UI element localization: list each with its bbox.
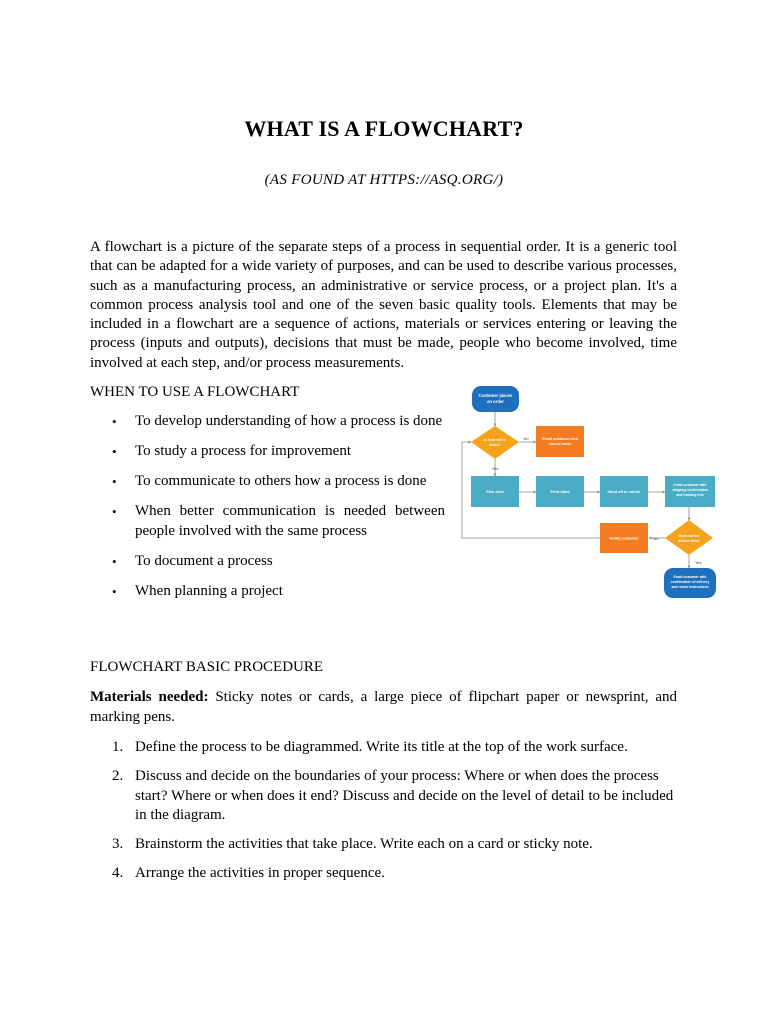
- step-text: Discuss and decide on the boundaries of your process: Where or when does the process start? Where or when does it end? Discuss and decide on the level of detail to be included in the diagram.: [135, 768, 674, 824]
- yes-label-carrier: Yes: [695, 560, 702, 565]
- flowchart-start-node: [472, 386, 519, 412]
- list-item: [90, 412, 445, 432]
- email-shipping-line-2: shipping confirmation: [672, 488, 708, 492]
- bullet-icon: •: [112, 414, 117, 429]
- page-title: WHAT IS A FLOWCHART?: [244, 116, 524, 141]
- list-item: [90, 472, 445, 492]
- list-item-text: To communicate to others how a process is done: [135, 473, 427, 489]
- step-text: Arrange the activities in proper sequence.: [135, 865, 385, 882]
- list-item-text: To document a process: [135, 552, 273, 569]
- when-to-use-list: [90, 412, 445, 612]
- list-item: [90, 502, 445, 541]
- list-item-text: To study a process for improvement: [135, 443, 351, 459]
- flowchart-email-shipping-node: [665, 476, 715, 507]
- no-label-stock: No: [523, 436, 529, 441]
- list-item: [90, 835, 677, 855]
- step-number: 3.: [112, 836, 124, 853]
- step-text: Define the process to be diagrammed. Write its title at the top of the work surface.: [135, 739, 628, 755]
- pick-item-label: Pick item: [486, 489, 504, 494]
- bullet-icon: •: [112, 474, 117, 489]
- flowchart-carrier-decision: [665, 520, 713, 555]
- end-node-line-1: Email customer with: [673, 575, 707, 579]
- email-shipping-line-3: and tracking info: [676, 493, 704, 497]
- flowchart-print-label-node: [536, 476, 584, 507]
- flowchart-cancel-order-node: [536, 426, 584, 457]
- end-node-line-3: and return instructions: [671, 585, 709, 589]
- when-to-use-heading: WHEN TO USE A FLOWCHART: [90, 384, 300, 400]
- hand-off-label: Hand off to carrier: [607, 490, 641, 494]
- materials-label: Materials needed:: [90, 689, 209, 705]
- flowchart-notify-customer-node: [600, 523, 648, 553]
- list-item: [90, 442, 445, 462]
- flowchart-hand-off-node: [600, 476, 648, 507]
- print-label-label: Print label: [550, 489, 570, 494]
- list-item: [90, 738, 677, 758]
- list-item-text: To develop understanding of how a process is done: [135, 413, 443, 429]
- bullet-icon: •: [112, 504, 117, 519]
- bullet-icon: •: [112, 583, 117, 599]
- start-node-line-1: Customer places: [478, 393, 513, 398]
- yes-label-stock: Yes: [491, 466, 499, 471]
- list-item-text: When better communication is needed between people involved with the same process: [135, 503, 445, 539]
- procedure-steps-list: [90, 738, 677, 894]
- carrier-decision-line-1: Does carrier: [678, 534, 700, 538]
- page-subtitle: (AS FOUND AT HTTPS://ASQ.ORG/): [264, 172, 504, 188]
- flowchart-stock-decision: [471, 426, 519, 459]
- step-number: 2.: [112, 768, 124, 785]
- list-item: [90, 767, 677, 826]
- bullet-icon: •: [112, 444, 117, 459]
- list-item: [90, 552, 445, 572]
- procedure-heading: FLOWCHART BASIC PROCEDURE: [90, 659, 324, 675]
- materials-text: Sticky notes or cards, a large piece of flipchart paper or newsprint, and marking pens.: [90, 689, 677, 725]
- flowchart-end-node: [664, 568, 716, 598]
- no-label-carrier: No: [653, 536, 659, 541]
- bullet-icon: •: [112, 553, 117, 569]
- materials-paragraph: [90, 688, 677, 727]
- start-node-line-2: an order: [487, 399, 504, 404]
- order-flowchart-diagram: [458, 382, 720, 604]
- step-text: Brainstorm the activities that take place. Write each on a card or sticky note.: [135, 836, 593, 853]
- list-item-text: When planning a project: [135, 582, 283, 599]
- stock-decision-line-1: Is item still in: [483, 438, 507, 442]
- carrier-decision-line-2: deliver item?: [677, 539, 701, 543]
- list-item: [90, 582, 445, 602]
- flowchart-pick-item-node: [471, 476, 519, 507]
- step-number: 1.: [112, 739, 124, 755]
- stock-decision-line-2: stock?: [489, 443, 501, 447]
- end-node-line-2: confirmation of delivery: [670, 580, 710, 584]
- list-item: [90, 864, 677, 884]
- cancel-order-line-1: Email customer and: [541, 437, 579, 441]
- notify-customer-label: Notify customer: [609, 536, 639, 541]
- email-shipping-line-1: Email customer with: [673, 483, 707, 487]
- step-number: 4.: [112, 865, 124, 882]
- cancel-order-line-2: cancel order: [548, 442, 572, 446]
- intro-paragraph: A flowchart is a picture of the separate steps of a process in sequential order. It is a generic tool that can be adapted for a wide variety of purposes, and can be used to describe various processes, such as a manufacturing process, an administrative or service process, or a project plan. It's a common process analysis tool and one of the seven basic quality tools. Elements that may be included in a flowchart are a sequence of actions, materials or services entering or leaving the process (inputs and outputs), decisions that must be made, people who become involved, time involved at each step, and/or process measurements.: [90, 239, 677, 371]
